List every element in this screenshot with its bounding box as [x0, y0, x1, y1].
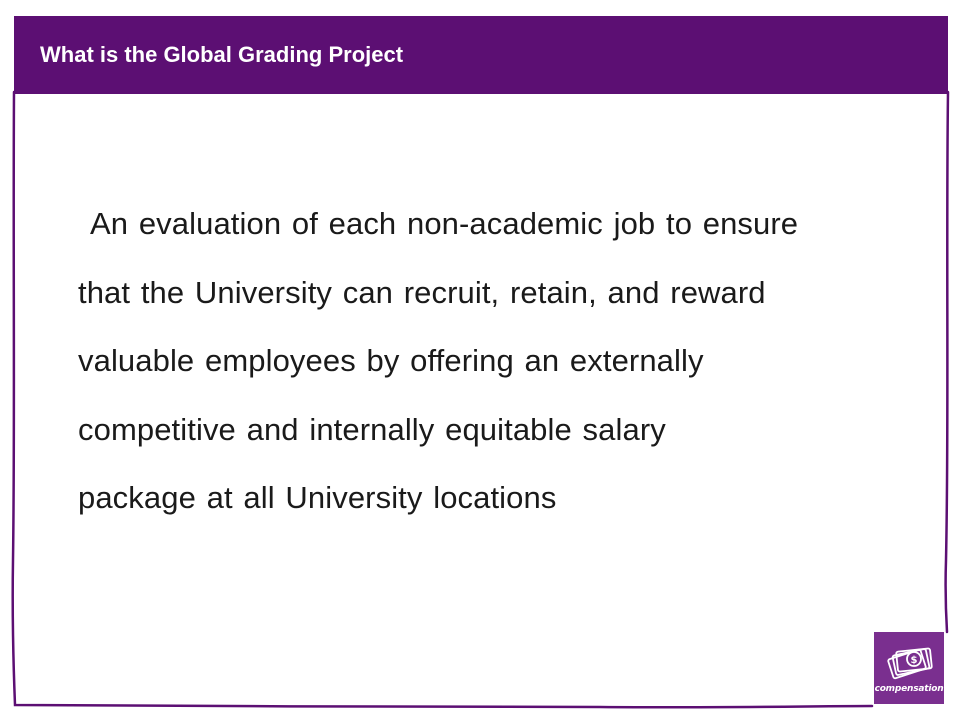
slide-body — [78, 190, 918, 533]
compensation-logo — [874, 632, 944, 704]
body-line: that the University can recruit, retain, and reward — [78, 274, 766, 310]
body-line: valuable employees by offering an externally — [78, 343, 704, 378]
body-line: competitive and internally equitable salary — [78, 411, 666, 447]
slide-title: What is the Global Grading Project — [40, 42, 404, 67]
body-line: An evaluation of each non-academic job to ensure — [90, 206, 799, 241]
logo-label: compensation — [874, 684, 944, 694]
svg-text:$: $ — [910, 655, 918, 666]
money-stack-icon — [884, 638, 934, 682]
body-line: package at all University locations — [78, 480, 557, 515]
